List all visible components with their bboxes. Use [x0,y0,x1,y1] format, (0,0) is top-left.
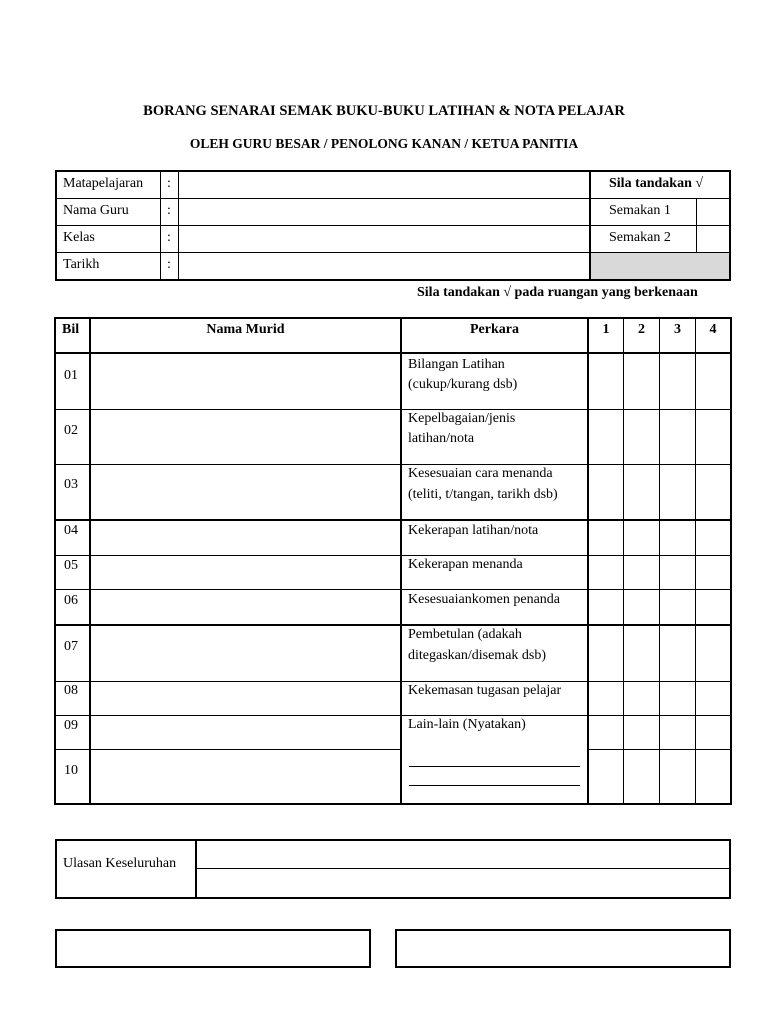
perkara-line: Kekemasan tugasan pelajar [408,683,562,698]
perkara-line: Kepelbagaian/jenis [408,411,516,426]
ulasan-field-1[interactable] [198,841,728,867]
perkara-line: (cukup/kurang dsb) [408,377,518,392]
matapelajaran-field[interactable] [180,172,588,198]
info-label-matapelajaran: Matapelajaran [63,176,144,191]
semakan-2-label: Semakan 2 [609,230,671,245]
kelas-field[interactable] [180,226,588,252]
info-sep: : [167,203,171,218]
nama-guru-field[interactable] [180,199,588,225]
header-perkara: Perkara [470,322,519,337]
perkara-line: Kekerapan menanda [408,557,523,572]
nama-murid-field[interactable] [92,556,399,588]
row-bil: 02 [64,423,78,438]
nama-murid-field[interactable] [92,590,399,623]
ulasan-label: Ulasan Keseluruhan [63,856,177,871]
nama-murid-field[interactable] [92,682,399,714]
perkara-line: Kesesuaian cara menanda [408,466,553,481]
perkara-line: ditegaskan/disemak dsb) [408,648,547,663]
nama-murid-field[interactable] [92,716,399,748]
perkara-line: Bilangan Latihan [408,357,505,372]
row-bil: 10 [64,763,78,778]
row-bil: 08 [64,683,78,698]
nama-murid-field[interactable] [92,626,399,680]
perkara-line: (teliti, t/tangan, tarikh dsb) [408,487,558,502]
nama-murid-field[interactable] [92,355,399,408]
tarikh-field[interactable] [180,253,588,279]
perkara-line: Kekerapan latihan/nota [408,523,539,538]
info-sep: : [167,230,171,245]
instruction-text: Sila tandakan √ pada ruangan yang berkenaan [417,285,698,300]
info-sep: : [167,257,171,272]
perkara-line: latihan/nota [408,431,475,446]
info-label-kelas: Kelas [63,230,95,245]
row-bil: 06 [64,593,78,608]
header-col-2: 2 [638,322,645,337]
nama-murid-field[interactable] [92,410,399,463]
semakan-1-checkbox[interactable] [698,199,729,225]
header-col-3: 3 [674,322,681,337]
form-title: BORANG SENARAI SEMAK BUKU-BUKU LATIHAN & NOTA PELAJAR [143,103,625,119]
semakan-1-label: Semakan 1 [609,203,671,218]
nama-murid-field[interactable] [92,465,399,518]
info-sep: : [167,176,171,191]
nama-murid-field[interactable] [92,750,399,802]
row-bil: 04 [64,523,78,538]
signature-box-right[interactable] [395,929,731,968]
info-label-tarikh: Tarikh [63,257,100,272]
header-col-1: 1 [602,322,610,337]
header-col-4: 4 [709,322,717,337]
perkara-line: Pembetulan (adakah [408,627,522,642]
row-bil: 09 [64,718,78,733]
row-bil: 03 [64,477,78,492]
nama-murid-field[interactable] [92,521,399,554]
header-bil: Bil [62,322,80,337]
ulasan-field-2[interactable] [198,870,728,897]
perkara-line: Lain-lain (Nyatakan) [408,717,526,732]
check-header: Sila tandakan √ [609,176,704,191]
row-bil: 07 [64,639,78,654]
row-bil: 01 [64,368,78,383]
info-label-nama-guru: Nama Guru [63,203,129,218]
row-bil: 05 [64,558,78,573]
signature-box-left[interactable] [55,929,371,968]
form-subtitle: OLEH GURU BESAR / PENOLONG KANAN / KETUA PANITIA [189,136,579,151]
semakan-2-checkbox[interactable] [698,226,729,252]
perkara-line: Kesesuaiankomen penanda [408,592,560,607]
header-nama-murid: Nama Murid [206,322,285,337]
